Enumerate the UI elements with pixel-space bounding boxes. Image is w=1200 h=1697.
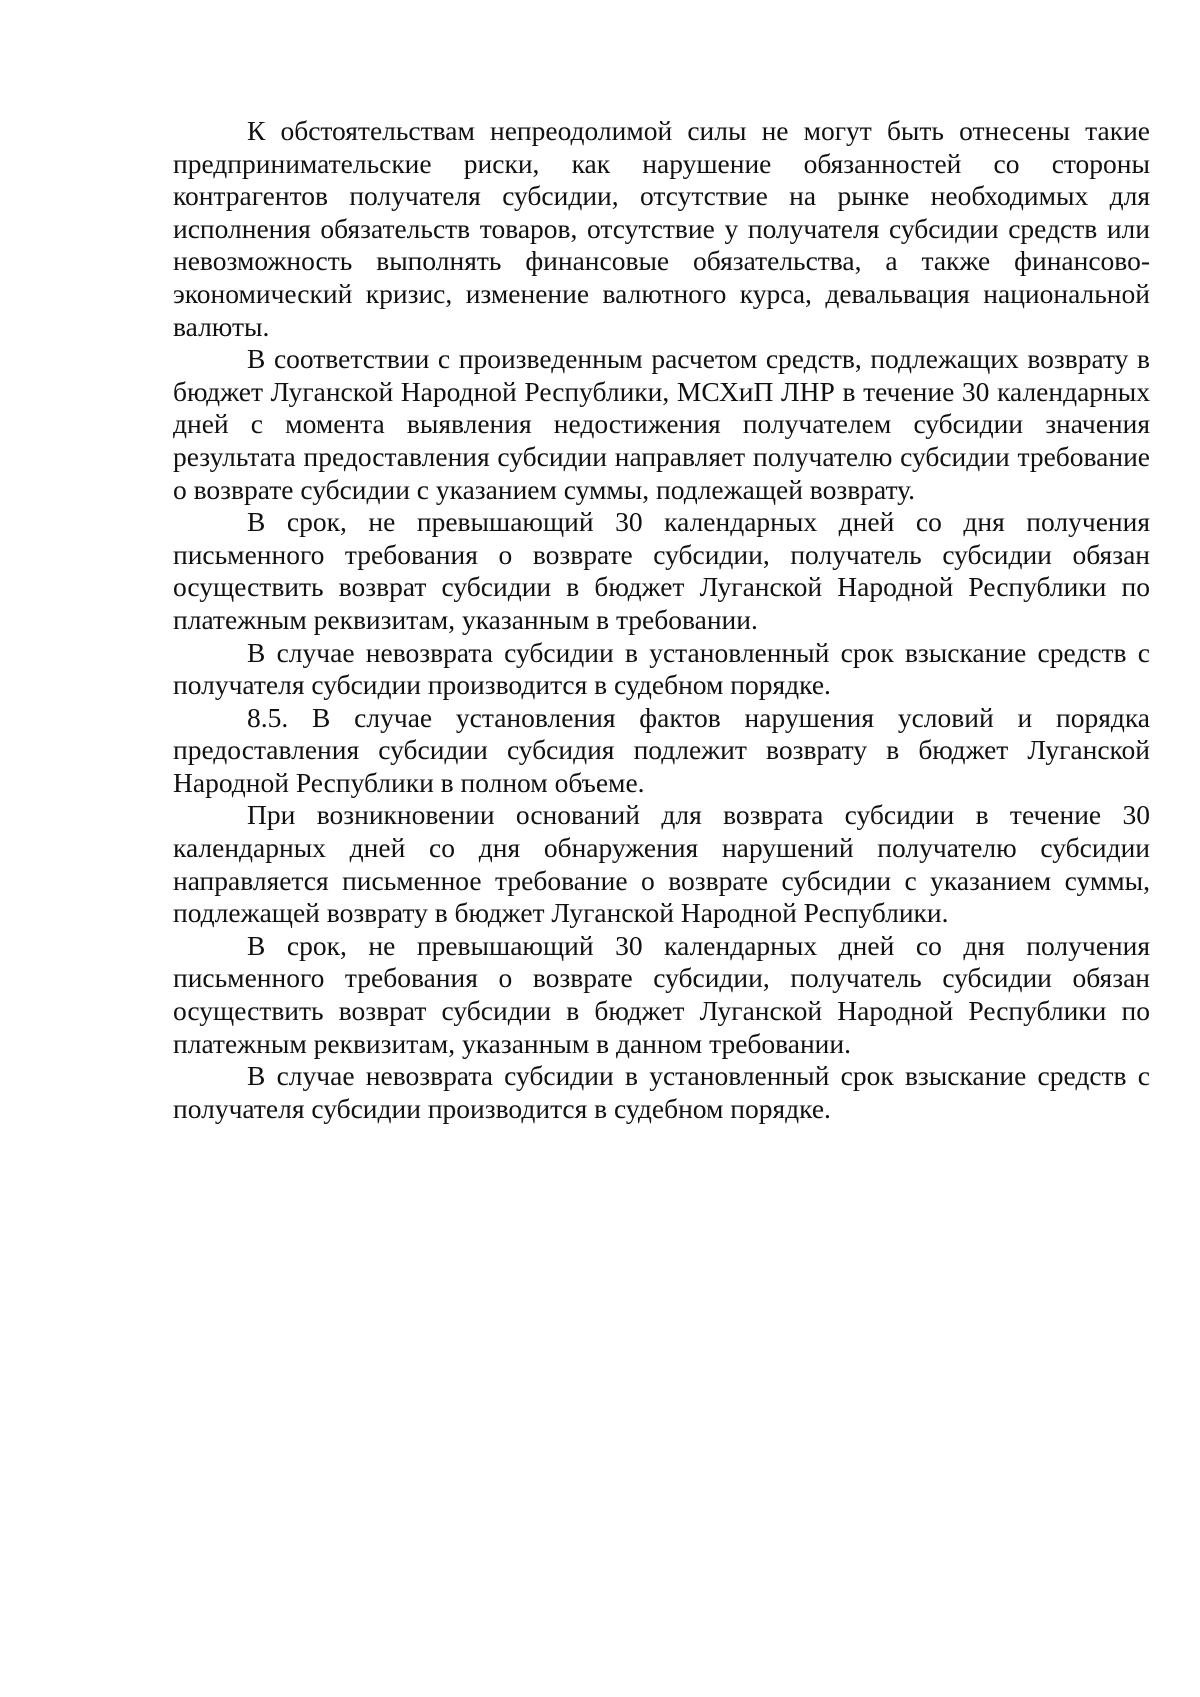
document-body [173,115,1150,1125]
paragraph-clause-8-5: 8.5. В случае установления фактов нарушения условий и порядка предоставления субсидии субсидия подлежит возврату в бюджет Луганской Народной Республики в полном объеме. [173,701,1150,798]
paragraph-return-deadline-2: В срок, не превышающий 30 календарных дней со дня получения письменного требования о возврате субсидии, получатель субсидии обязан осуществить возврат субсидии в бюджет Луганской Народной Республики по платежным реквизитам, указанным в данном требовании. [173,929,1150,1059]
paragraph-return-deadline: В срок, не превышающий 30 календарных дней со дня получения письменного требования о возврате субсидии, получатель субсидии обязан осуществить возврат субсидии в бюджет Луганской Народной Республики по платежным реквизитам, указанным в требовании. [173,506,1150,635]
paragraph-return-calculation: В соответствии с произведенным расчетом средств, подлежащих возврату в бюджет Луганской Народной Республики, МСХиП ЛНР в течение 30 календарных дней с момента выявления недостижения получателем субсидии значения результата предоставления субсидии направляет получателю субсидии требование о возврате субсидии с указанием суммы, подлежащей возврату. [173,343,1150,505]
paragraph-force-majeure: К обстоятельствам непреодолимой силы не могут быть отнесены такие предпринимательские риски, как нарушение обязанностей со стороны контрагентов получателя субсидии, отсутствие на рынке необходимых для исполнения обязательств товаров, отсутствие у получателя субсидии средств или невозможность выполнять финансовые обязательства, а также финансово-экономический кризис, изменение валютного курса, девальвация национальной валюты. [173,115,1150,342]
paragraph-court-recovery: В случае невозврата субсидии в установленный срок взыскание средств с получателя субсидии производится в судебном порядке. [173,636,1150,701]
paragraph-court-recovery-2: В случае невозврата субсидии в установленный срок взыскание средств с получателя субсидии производится в судебном порядке. [173,1060,1150,1124]
paragraph-grounds-for-return: При возникновении оснований для возврата субсидии в течение 30 календарных дней со дня обнаружения нарушений получателю субсидии направляется письменное требование о возврате субсидии с указанием суммы, подлежащей возврату в бюджет Луганской Народной Республики. [173,799,1150,929]
